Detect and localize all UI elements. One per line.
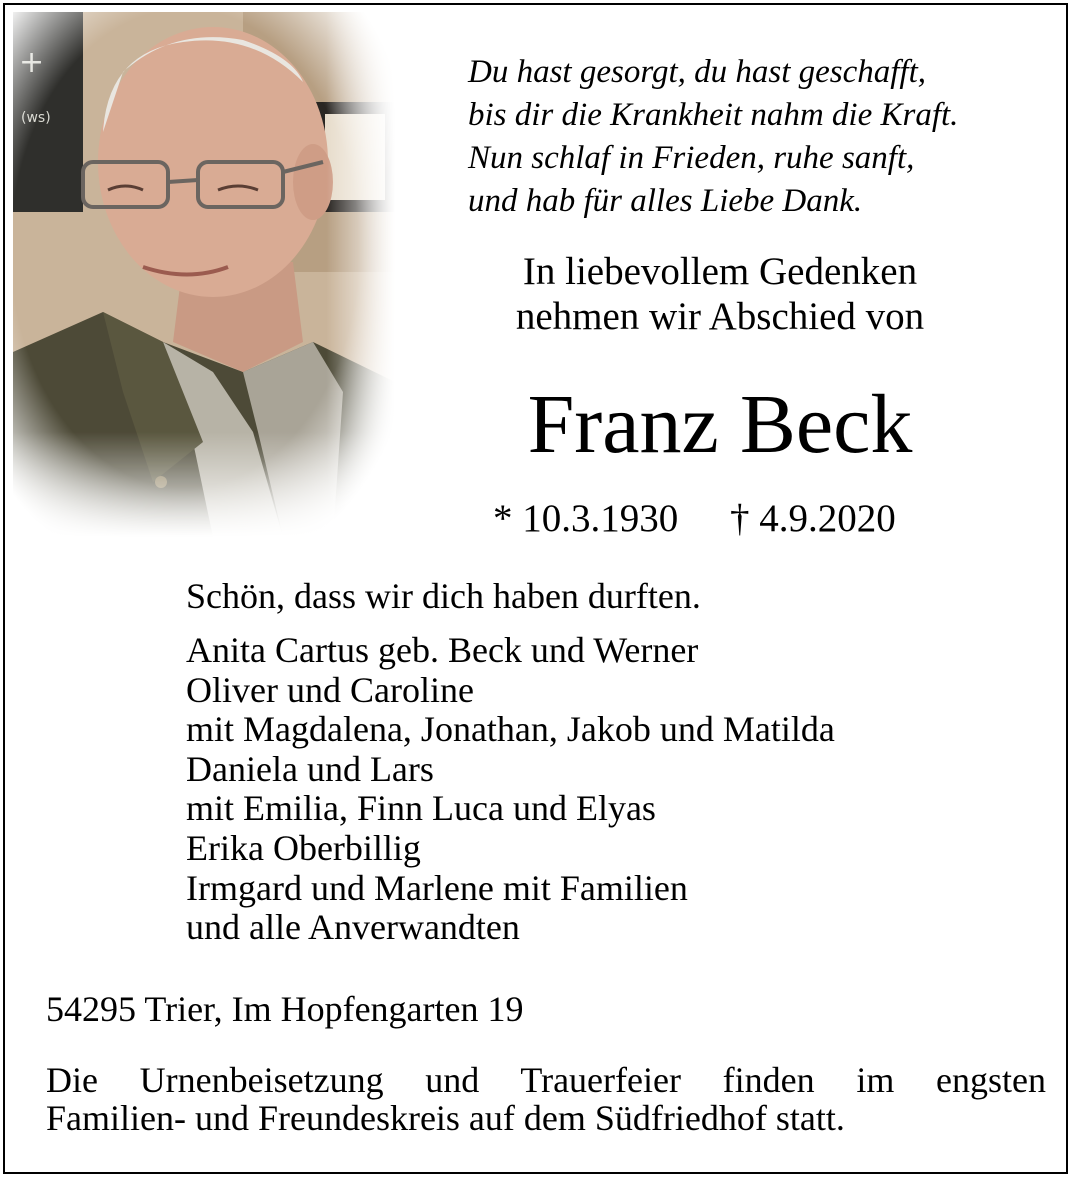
birth-date: * 10.3.1930 xyxy=(493,497,679,540)
poem-line: Nun schlaf in Frieden, ruhe sanft, xyxy=(468,140,915,176)
address: 54295 Trier, Im Hopfengarten 19 xyxy=(46,989,524,1029)
mourner-line: Irmgard und Marlene mit Familien xyxy=(186,867,688,908)
obituary-frame xyxy=(3,3,1068,1174)
mourner-line: und alle Anverwandten xyxy=(186,907,520,948)
mourner-line: mit Magdalena, Jonathan, Jakob und Matilda xyxy=(186,709,835,750)
portrait-photo xyxy=(13,12,395,537)
notice-line-2: Familien- und Freundeskreis auf dem Südfriedhof statt. xyxy=(46,1098,845,1138)
thanks-line: Schön, dass wir dich haben durften. xyxy=(186,576,701,616)
poem-line: Du hast gesorgt, du hast geschafft, xyxy=(468,54,927,90)
mourner-line: Daniela und Lars xyxy=(186,748,434,789)
intro-text xyxy=(405,249,1035,339)
poem-line: und hab für alles Liebe Dank. xyxy=(468,183,863,219)
life-dates xyxy=(493,495,896,543)
intro-line-1: In liebevollem Gedenken xyxy=(522,250,918,293)
intro-line-2: nehmen wir Abschied von xyxy=(515,295,925,338)
death-date: † 4.9.2020 xyxy=(730,497,896,540)
mourner-line: Anita Cartus geb. Beck und Werner xyxy=(186,630,699,670)
mourner-line: Oliver und Caroline xyxy=(186,669,474,710)
poem-line: bis dir die Krankheit nahm die Kraft. xyxy=(468,97,959,133)
funeral-notice xyxy=(46,1061,1046,1137)
poem xyxy=(468,51,1058,223)
mourner-line: Erika Oberbillig xyxy=(186,827,421,868)
mourners-list xyxy=(186,631,835,948)
notice-line-1: Die Urnenbeisetzung und Trauerfeier finden im engsten xyxy=(46,1060,1046,1100)
deceased-name: Franz Beck xyxy=(527,378,913,471)
mourner-line: mit Emilia, Finn Luca und Elyas xyxy=(186,788,656,829)
